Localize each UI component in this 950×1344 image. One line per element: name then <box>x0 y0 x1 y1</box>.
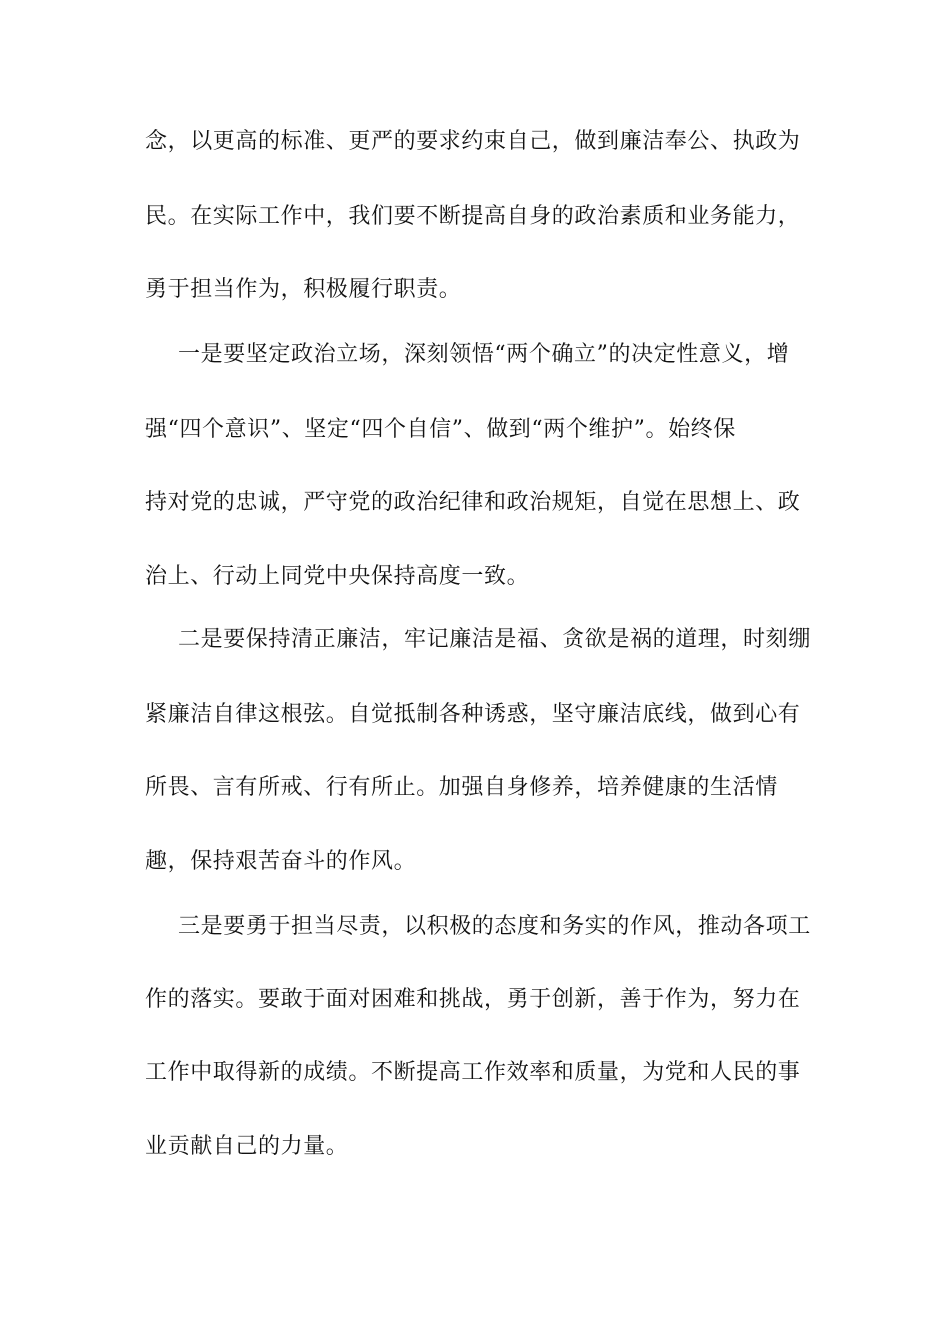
text-line: 持对党的忠诚，严守党的政治纪律和政治规矩，自觉在思想上、政 <box>145 490 801 515</box>
text-line: 民。在实际工作中，我们要不断提高自身的政治素质和业务能力， <box>145 204 801 229</box>
text-line: 强“四个意识”、坚定“四个自信”、做到“两个维护”。始终保 <box>145 417 736 442</box>
text-line: 作的落实。要敢于面对困难和挑战，勇于创新，善于作为，努力在 <box>145 987 801 1012</box>
text-line: 工作中取得新的成绩。不断提高工作效率和质量，为党和人民的事 <box>145 1060 801 1085</box>
text-line: 所畏、言有所戒、行有所止。加强自身修养，培养健康的生活情 <box>145 775 778 800</box>
text-line: 紧廉洁自律这根弦。自觉抵制各种诱惑，坚守廉洁底线，做到心有 <box>145 702 801 727</box>
text-line: 三是要勇于担当尽责，以积极的态度和务实的作风，推动各项工 <box>178 914 811 939</box>
text-line: 念，以更高的标准、更严的要求约束自己，做到廉洁奉公、执政为 <box>145 129 801 154</box>
text-line: 勇于担当作为，积极履行职责。 <box>145 277 462 302</box>
text-line: 二是要保持清正廉洁，牢记廉洁是福、贪欲是祸的道理，时刻绷 <box>178 627 811 652</box>
text-line: 一是要坚定政治立场，深刻领悟“两个确立”的决定性意义，增 <box>178 342 790 367</box>
text-line: 业贡献自己的力量。 <box>145 1134 349 1159</box>
text-line: 趣，保持艰苦奋斗的作风。 <box>145 849 417 874</box>
text-line: 治上、行动上同党中央保持高度一致。 <box>145 564 530 589</box>
